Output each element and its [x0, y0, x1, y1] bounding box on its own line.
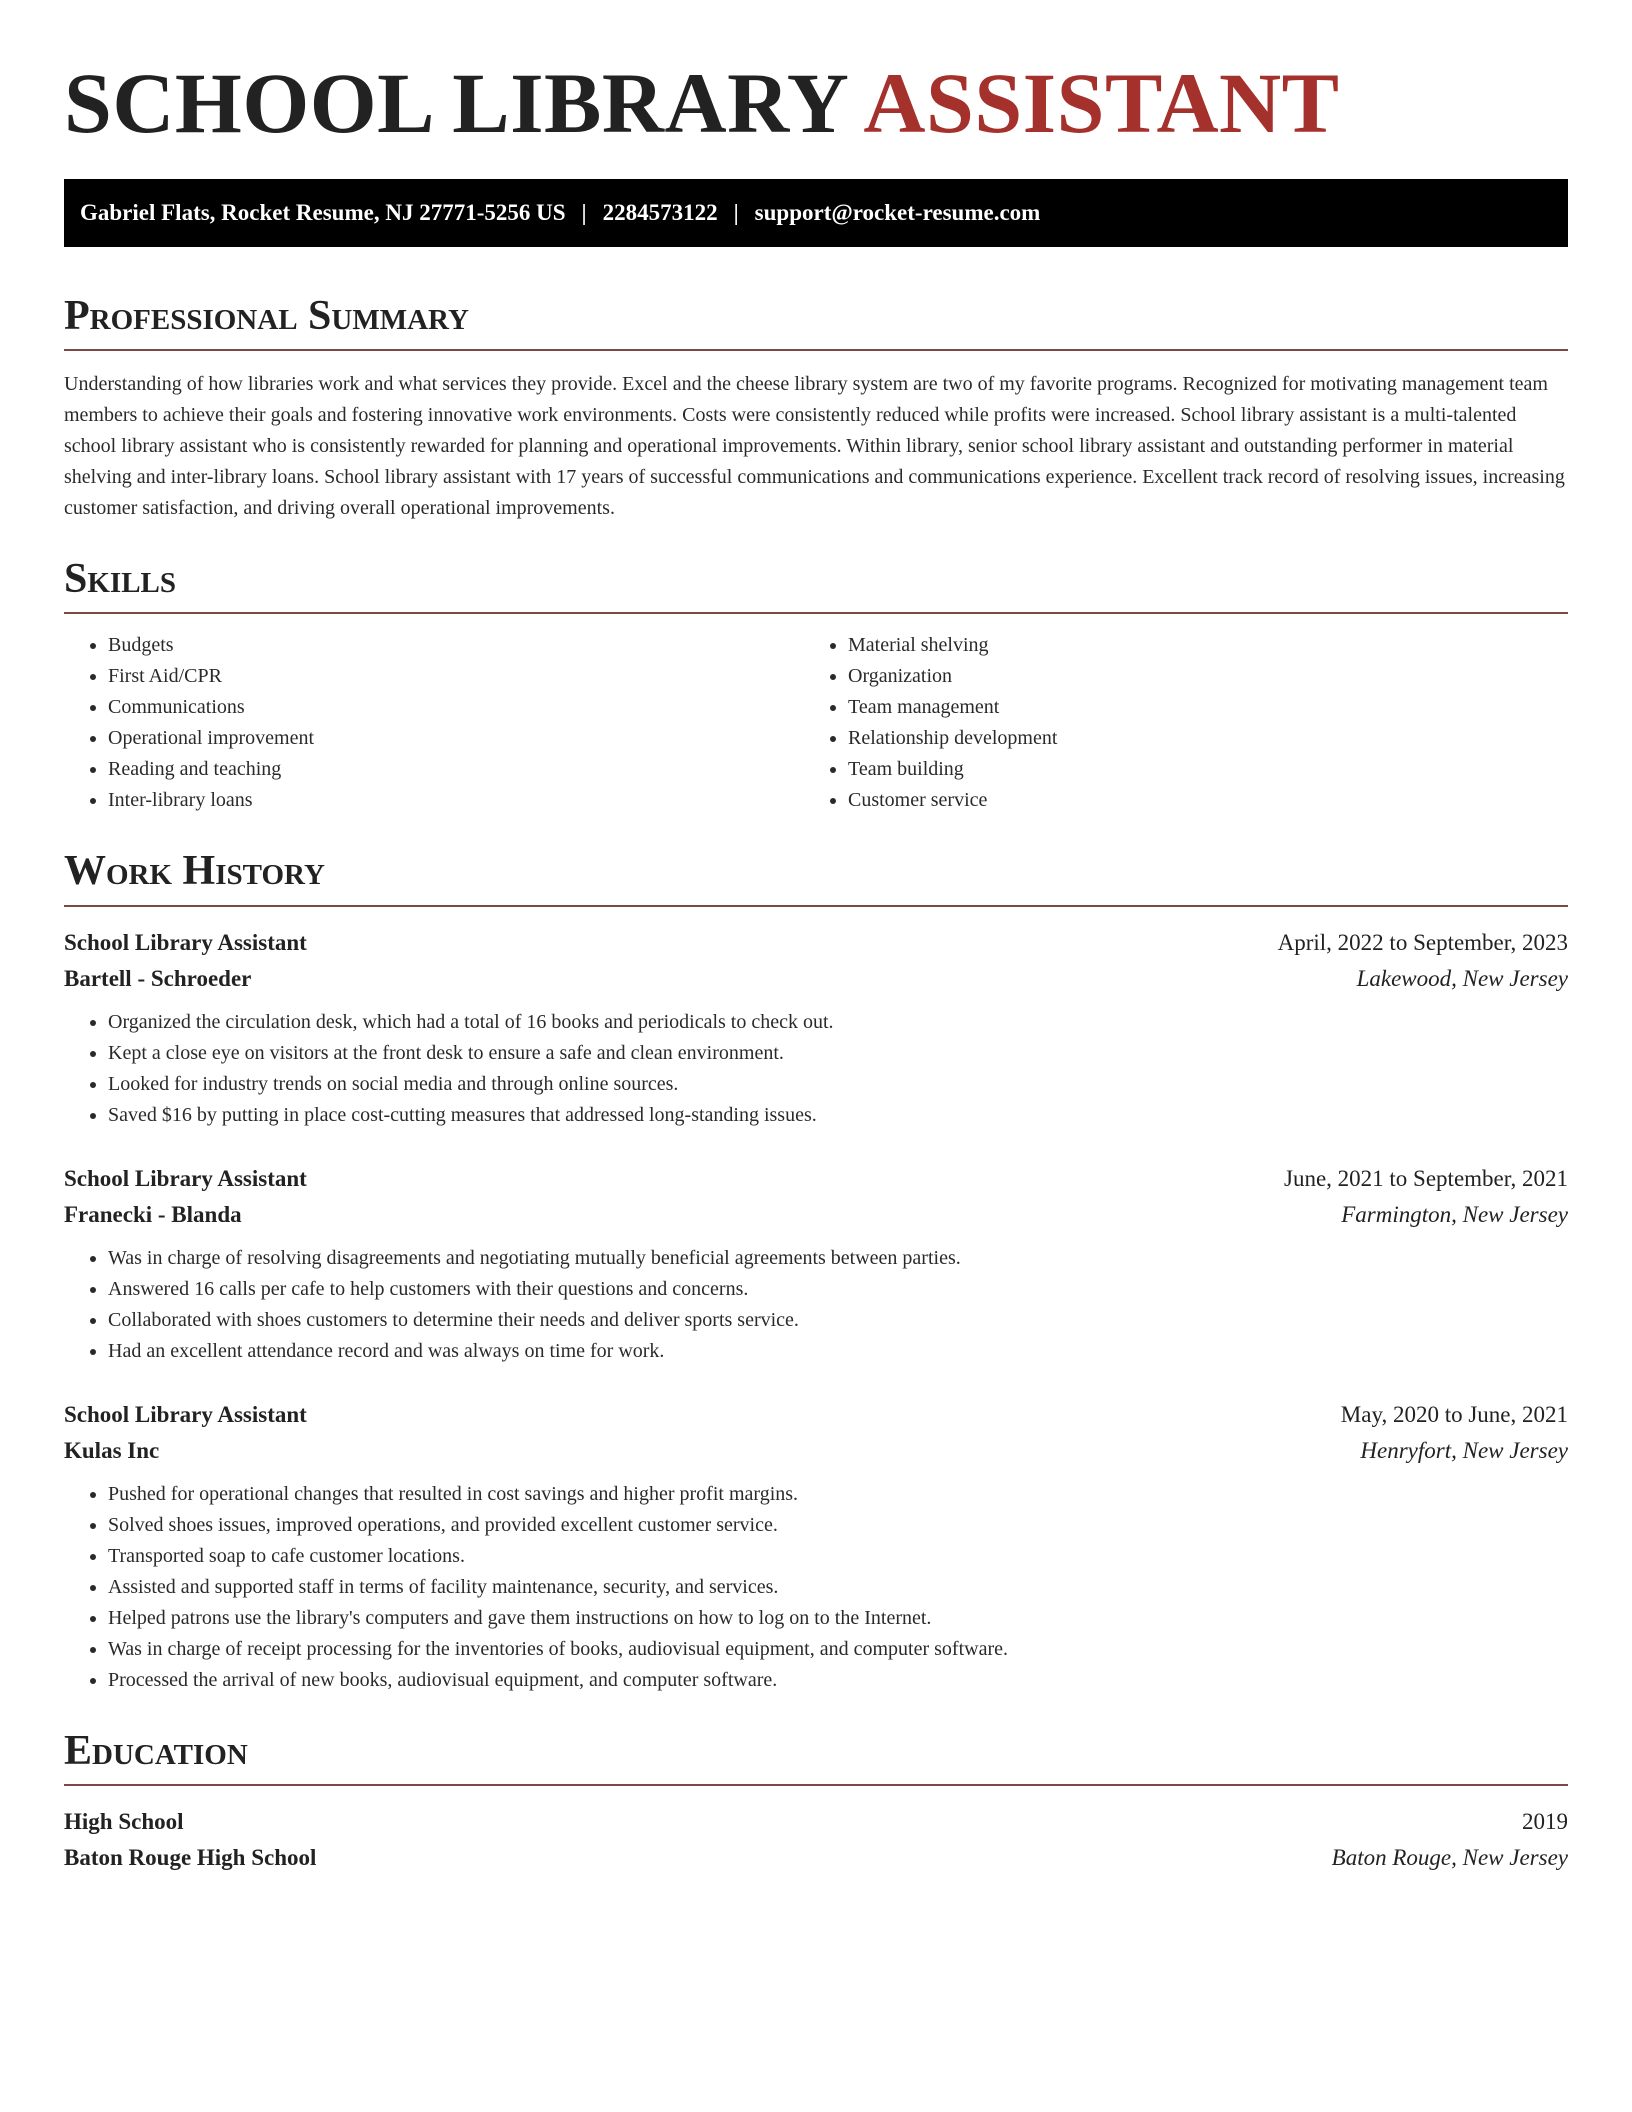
job-header-row: [64, 925, 1568, 961]
skill-item: • Material shelving: [848, 630, 1564, 661]
summary-text: Understanding of how libraries work and what services they provide. Excel and the cheese library system are two of my favorite programs. Recognized for motivating management team members to achieve their goals and fostering innovative work environments. Costs were consistently reduced while profits were increased. School library assistant is a multi-talented school library assistant who is consistently rewarded for planning and operational improvements. Within library, senior school library assistant and outstanding performer in material shelving and inter-library loans. School library assistant with 17 years of successful communications and communications experience. Excellent track record of resolving issues, increasing customer satisfaction, and driving overall operational improvements.: [64, 372, 1565, 519]
education-school: Baton Rouge High School: [64, 1845, 317, 1871]
skill-item: • Organization: [848, 661, 1564, 692]
job-location: Henryfort, New Jersey: [1360, 1437, 1568, 1463]
duty-item: • Answered 16 calls per cafe to help customers with their questions and concerns.: [108, 1274, 1568, 1305]
skill-item: • First Aid/CPR: [108, 661, 804, 692]
duty-item: • Was in charge of resolving disagreements and negotiating mutually beneficial agreements between parties.: [108, 1243, 1568, 1274]
education-heading: Education: [64, 1726, 1568, 1786]
job-title: School Library Assistant: [64, 1165, 307, 1191]
job-header-row: [64, 1161, 1568, 1197]
education-header-row: [64, 1804, 1568, 1840]
duty-item: • Looked for industry trends on social media and through online sources.: [108, 1069, 1568, 1100]
skills-column-right: [804, 630, 1564, 816]
duty-item: • Had an excellent attendance record and was always on time for work.: [108, 1336, 1568, 1367]
job-duties: [64, 1243, 1568, 1367]
title-role: SCHOOL LIBRARY: [64, 55, 847, 151]
duty-item: • Pushed for operational changes that resulted in cost savings and higher profit margins.: [108, 1479, 1568, 1510]
work-history-section: [64, 846, 1568, 1695]
job-title: School Library Assistant: [64, 929, 307, 955]
skill-item: • Operational improvement: [108, 723, 804, 754]
education-school-row: [64, 1840, 1568, 1876]
duty-item: • Assisted and supported staff in terms of facility maintenance, security, and services.: [108, 1572, 1568, 1603]
skill-item: • Reading and teaching: [108, 754, 804, 785]
education-year: 2019: [1522, 1809, 1568, 1835]
job-company: Franecki - Blanda: [64, 1201, 242, 1227]
skill-item: • Customer service: [848, 785, 1564, 816]
job-location: Farmington, New Jersey: [1341, 1201, 1568, 1227]
job-title: School Library Assistant: [64, 1401, 307, 1427]
education-location: Baton Rouge, New Jersey: [1331, 1845, 1568, 1871]
job-header-row: [64, 1397, 1568, 1433]
job-dates: June, 2021 to September, 2021: [1284, 1165, 1568, 1191]
contact-separator: |: [733, 199, 739, 225]
summary-heading: Professional Summary: [64, 291, 1568, 351]
job-location: Lakewood, New Jersey: [1356, 965, 1568, 991]
job-company: Bartell - Schroeder: [64, 965, 252, 991]
work-history-heading: Work History: [64, 846, 1568, 906]
duty-item: • Saved $16 by putting in place cost-cutting measures that addressed long-standing issues.: [108, 1100, 1568, 1131]
education-section: [64, 1726, 1568, 1876]
education-degree: High School: [64, 1809, 184, 1835]
education-entry: [64, 1804, 1568, 1876]
skills-section: [64, 554, 1568, 816]
job-entry: [64, 1397, 1568, 1696]
skills-column-left: [64, 630, 804, 816]
summary-section: [64, 291, 1568, 524]
job-company-row: [64, 961, 1568, 997]
contact-phone: 2284573122: [602, 199, 718, 225]
duty-item: • Solved shoes issues, improved operations, and provided excellent customer service.: [108, 1510, 1568, 1541]
skill-item: • Inter-library loans: [108, 785, 804, 816]
job-dates: May, 2020 to June, 2021: [1340, 1401, 1568, 1427]
title-role-accent: ASSISTANT: [863, 55, 1340, 151]
duty-item: • Kept a close eye on visitors at the front desk to ensure a safe and clean environment.: [108, 1038, 1568, 1069]
duty-item: • Collaborated with shoes customers to determine their needs and deliver sports service.: [108, 1305, 1568, 1336]
contact-address: Gabriel Flats, Rocket Resume, NJ 27771-5256 US: [80, 199, 566, 225]
job-company-row: [64, 1433, 1568, 1469]
resume-title: [64, 56, 1568, 151]
job-entry: [64, 925, 1568, 1131]
job-entry: [64, 1161, 1568, 1367]
job-duties: [64, 1479, 1568, 1696]
contact-bar: [64, 179, 1568, 247]
contact-separator: |: [581, 199, 587, 225]
skill-item: • Communications: [108, 692, 804, 723]
job-duties: [64, 1007, 1568, 1131]
duty-item: • Transported soap to cafe customer locations.: [108, 1541, 1568, 1572]
skill-item: • Relationship development: [848, 723, 1564, 754]
duty-item: • Organized the circulation desk, which had a total of 16 books and periodicals to check out.: [108, 1007, 1568, 1038]
duty-item: • Processed the arrival of new books, audiovisual equipment, and computer software.: [108, 1665, 1568, 1696]
skills-list: [64, 630, 1568, 816]
job-dates: April, 2022 to September, 2023: [1277, 929, 1568, 955]
skill-item: • Team management: [848, 692, 1564, 723]
duty-item: • Helped patrons use the library's computers and gave them instructions on how to log on to the Internet.: [108, 1603, 1568, 1634]
contact-email: support@rocket-resume.com: [754, 199, 1041, 225]
skills-heading: Skills: [64, 554, 1568, 614]
duty-item: • Was in charge of receipt processing for the inventories of books, audiovisual equipment, and computer software.: [108, 1634, 1568, 1665]
skill-item: • Budgets: [108, 630, 804, 661]
skill-item: • Team building: [848, 754, 1564, 785]
job-company-row: [64, 1197, 1568, 1233]
job-company: Kulas Inc: [64, 1437, 160, 1463]
